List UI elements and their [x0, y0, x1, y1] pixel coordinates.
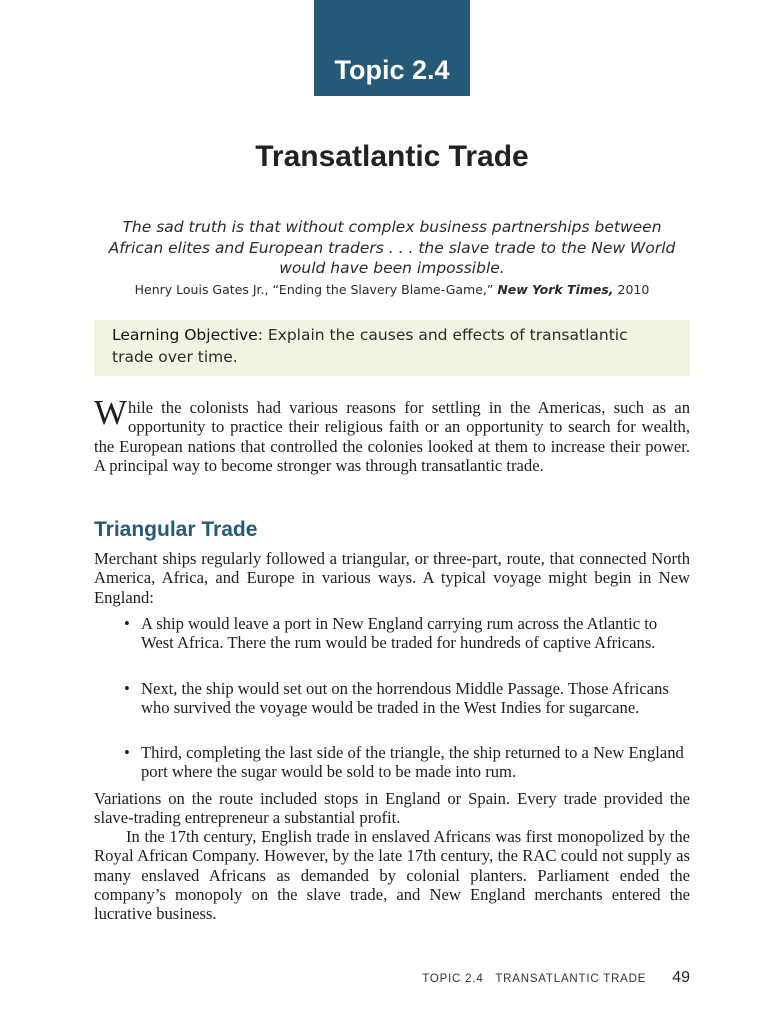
bullet-item: • Third, completing the last side of the triangle, the ship returned to a New England port where the sugar would be sold to be made into rum. — [124, 743, 690, 782]
epigraph-attribution — [94, 282, 690, 297]
attribution-author: Henry Louis Gates Jr., “Ending the Slavery Blame-Game,” — [134, 282, 494, 297]
page-number: 49 — [672, 969, 690, 986]
bullet-item: • Next, the ship would set out on the horrendous Middle Passage. Those Africans who survived the voyage would be traded in the West Indies for sugarcane. — [124, 679, 690, 718]
attribution-year: 2010 — [617, 282, 650, 297]
section-paragraph: Merchant ships regularly followed a triangular, or three-part, route, that connected North America, Africa, and Europe in various ways. A typical voyage might begin in New England: — [94, 549, 690, 607]
bullet-list-3 — [124, 743, 690, 782]
topic-tab-label: Topic 2.4 — [334, 55, 450, 85]
attribution-source: New York Times, — [497, 282, 614, 297]
learning-objective-box — [94, 320, 690, 376]
epigraph-quote: The sad truth is that without complex business partnerships between African elites and European traders . . . the slave trade to the New World would have been impossible. — [108, 218, 676, 277]
drop-cap: W — [94, 393, 128, 432]
intro-text: hile the colonists had various reasons for settling in the Americas, such as an opportunity to practice their religious faith or an opportunity to search for wealth, the European nations that controlled the colonies looked at them to increase their power. A principal way to become stronger was through transatlantic trade. — [94, 398, 690, 475]
learning-objective-label: Learning Objective — [112, 326, 258, 344]
bullet-item: • A ship would leave a port in New England carrying rum across the Atlantic to West Africa. There the rum would be traded for hundreds of captive Africans. — [124, 614, 690, 653]
variations-paragraph: Variations on the route included stops in England or Spain. Every trade provided the slave-trading entrepreneur a substantial profit. — [94, 789, 690, 828]
page-title: Transatlantic Trade — [255, 140, 529, 173]
bullet-list-1 — [124, 614, 690, 653]
learning-objective-text: : Explain the causes and effects of transatlantic trade over time. — [112, 326, 628, 366]
running-head: TOPIC 2.4 TRANSATLANTIC TRADE — [422, 973, 647, 985]
section-heading: Triangular Trade — [94, 518, 258, 541]
topic-tab — [314, 0, 470, 96]
bullet-list-2 — [124, 679, 690, 718]
intro-paragraph — [94, 393, 690, 475]
century-paragraph: In the 17th century, English trade in enslaved Africans was first monopolized by the Royal African Company. However, by the late 17th century, the RAC could not supply as many enslaved Africans as demanded by colonial planters. Parliament ended the company’s monopoly on the slave trade, and New England merchants entered the lucrative business. — [94, 827, 690, 924]
page-footer — [422, 969, 690, 987]
